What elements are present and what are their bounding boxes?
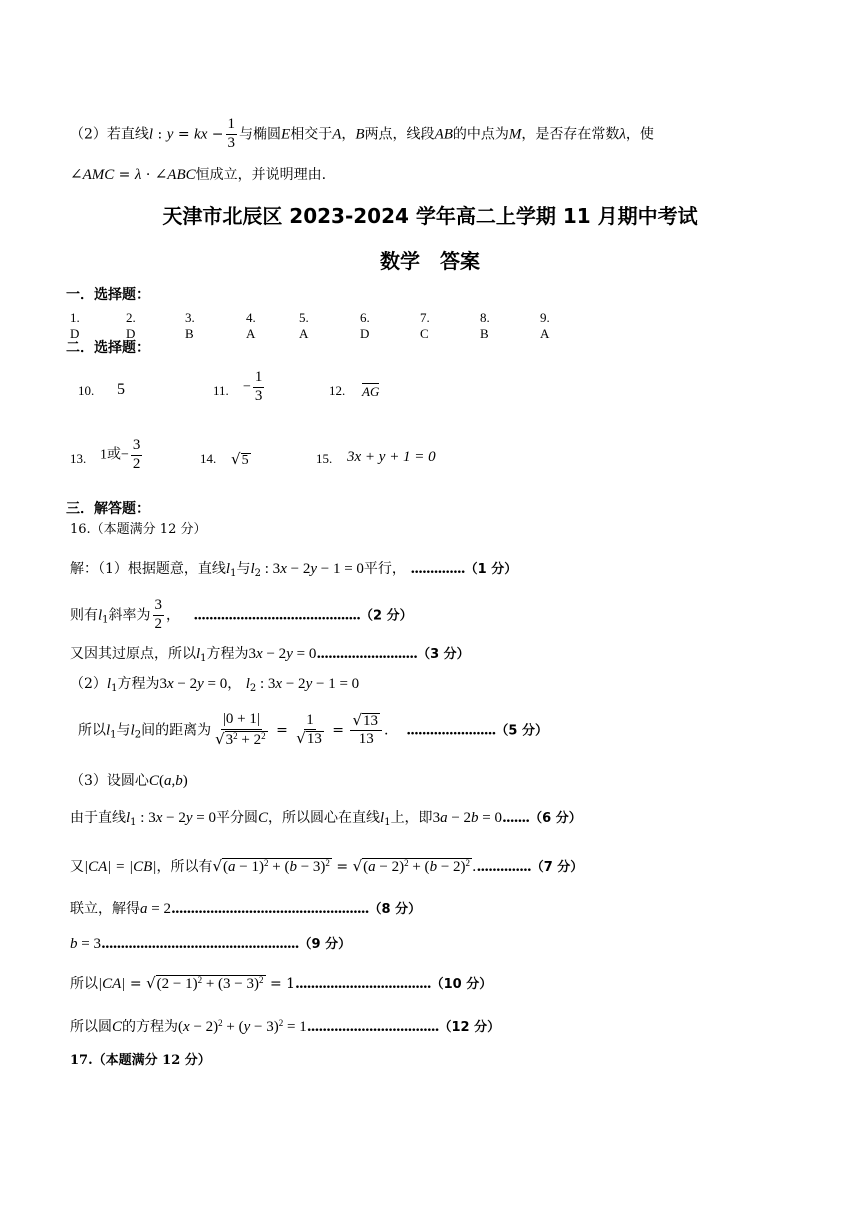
answer-1: 1. D [70, 310, 80, 341]
fill-12-num: 12. [329, 383, 346, 398]
q16-step-6: （3）设圆心C(a,b) [70, 773, 188, 789]
fill-11-answer: − $\frac{1}{3}$ [243, 369, 263, 404]
q17-header: 17.（本题满分 12 分） [70, 1053, 211, 1068]
answer-8: 8. B [480, 310, 490, 341]
section-1-heading: 一．选择题： [66, 287, 150, 303]
fill-13-answer: 1或− $\frac{3}{2}$ [100, 437, 141, 472]
page-title: 天津市北辰区 2023-2024 学年高二上学期 11 月期中考试 [162, 204, 698, 228]
answer-7: 7. C [420, 310, 430, 341]
q16-header: 16.（本题满分 12 分） [70, 522, 207, 537]
fill-12-answer: AG [362, 384, 380, 399]
fill-13-num: 13. [70, 451, 87, 466]
section-2-heading: 二．选择题： [66, 340, 150, 356]
fill-10-answer: 5 [117, 381, 125, 398]
answer-2: 2. D [126, 310, 136, 341]
section-3-heading: 三．解答题： [66, 501, 150, 517]
prev-line-1: （2）若直线l : y = kx − $\frac{1}{3}$ 与椭圆E相交于A，B两点，线段AB的中点为M，是否存在常数λ，使 [70, 116, 654, 151]
answer-5: 5. A [299, 310, 309, 341]
fill-10-num: 10. [78, 383, 95, 398]
fill-11-num: 11. [213, 383, 229, 398]
fill-15-answer: 3x + y + 1 = 0 [347, 449, 436, 465]
q16-step-8: 又|CA| = |CB|，所以有$√(a - 1)^2 + (b - 3)^2 = √(a - 2)^2 + (b - 2)^2$ ...............（7 分） [70, 857, 584, 875]
q16-step-11: 所以$|CA| = √(2 - 1)^2 + (3 - 3)^2 = 1...................................(10$ 分） [70, 974, 493, 992]
answer-9: 9. A [540, 310, 550, 341]
answer-3: 3. B [185, 310, 195, 341]
fill-14-answer: √5 [231, 450, 249, 468]
q16-step-9: 联立，解得a = 2...................................................（8 分） [70, 901, 422, 917]
q16-step-2: 则有$l_1$斜率为 $\frac{3}{2}$ ， ...........................................（2 分） [70, 597, 413, 632]
q16-step-3: 又因其过原点，所以$l_1$方程为3x − 2y = 0..........................（3 分） [70, 646, 470, 664]
answer-4: 4. A [246, 310, 256, 341]
q16-step-10: b = 3...................................................（9 分） [70, 936, 352, 952]
fill-14-num: 14. [200, 451, 217, 466]
fill-15-num: 15. [316, 451, 333, 466]
q16-step-4: $(2)l_1$方程为3x − 2y = 0， $l_2$ : 3x − 2y − 1 = 0 [70, 676, 360, 694]
q16-step-5: 所以$l_1$与$l_2$间的距离为 $\frac{|0 + 1|}{√3^2 + 2^2}$ = $\frac{1}{√13}$ = $\frac{√13}{13}$ . .......................（5 分） [78, 710, 548, 748]
page-subtitle: 数学 答案 [380, 249, 480, 273]
q16-step-12: 所以圆C的方程为$(x - 2)^2 + (y - 3)^2 = 1..................................(12$ 分） [70, 1018, 501, 1035]
q16-step-7: 由于直线$l_1$ : 3x − 2y = 0平分圆C，所以圆心在直线$l_1$上，即3a − 2b = 0.......（6 分） [70, 810, 582, 828]
q16-step-1: 解：（1）根据题意，直线$l_1$与$l_2$ : 3x − 2y − 1 = 0平行， ..............（1 分） [70, 561, 518, 579]
answer-6: 6. D [360, 310, 370, 341]
prev-line-2: ∠AMC = λ · ∠ABC恒成立，并说明理由. [70, 167, 327, 183]
